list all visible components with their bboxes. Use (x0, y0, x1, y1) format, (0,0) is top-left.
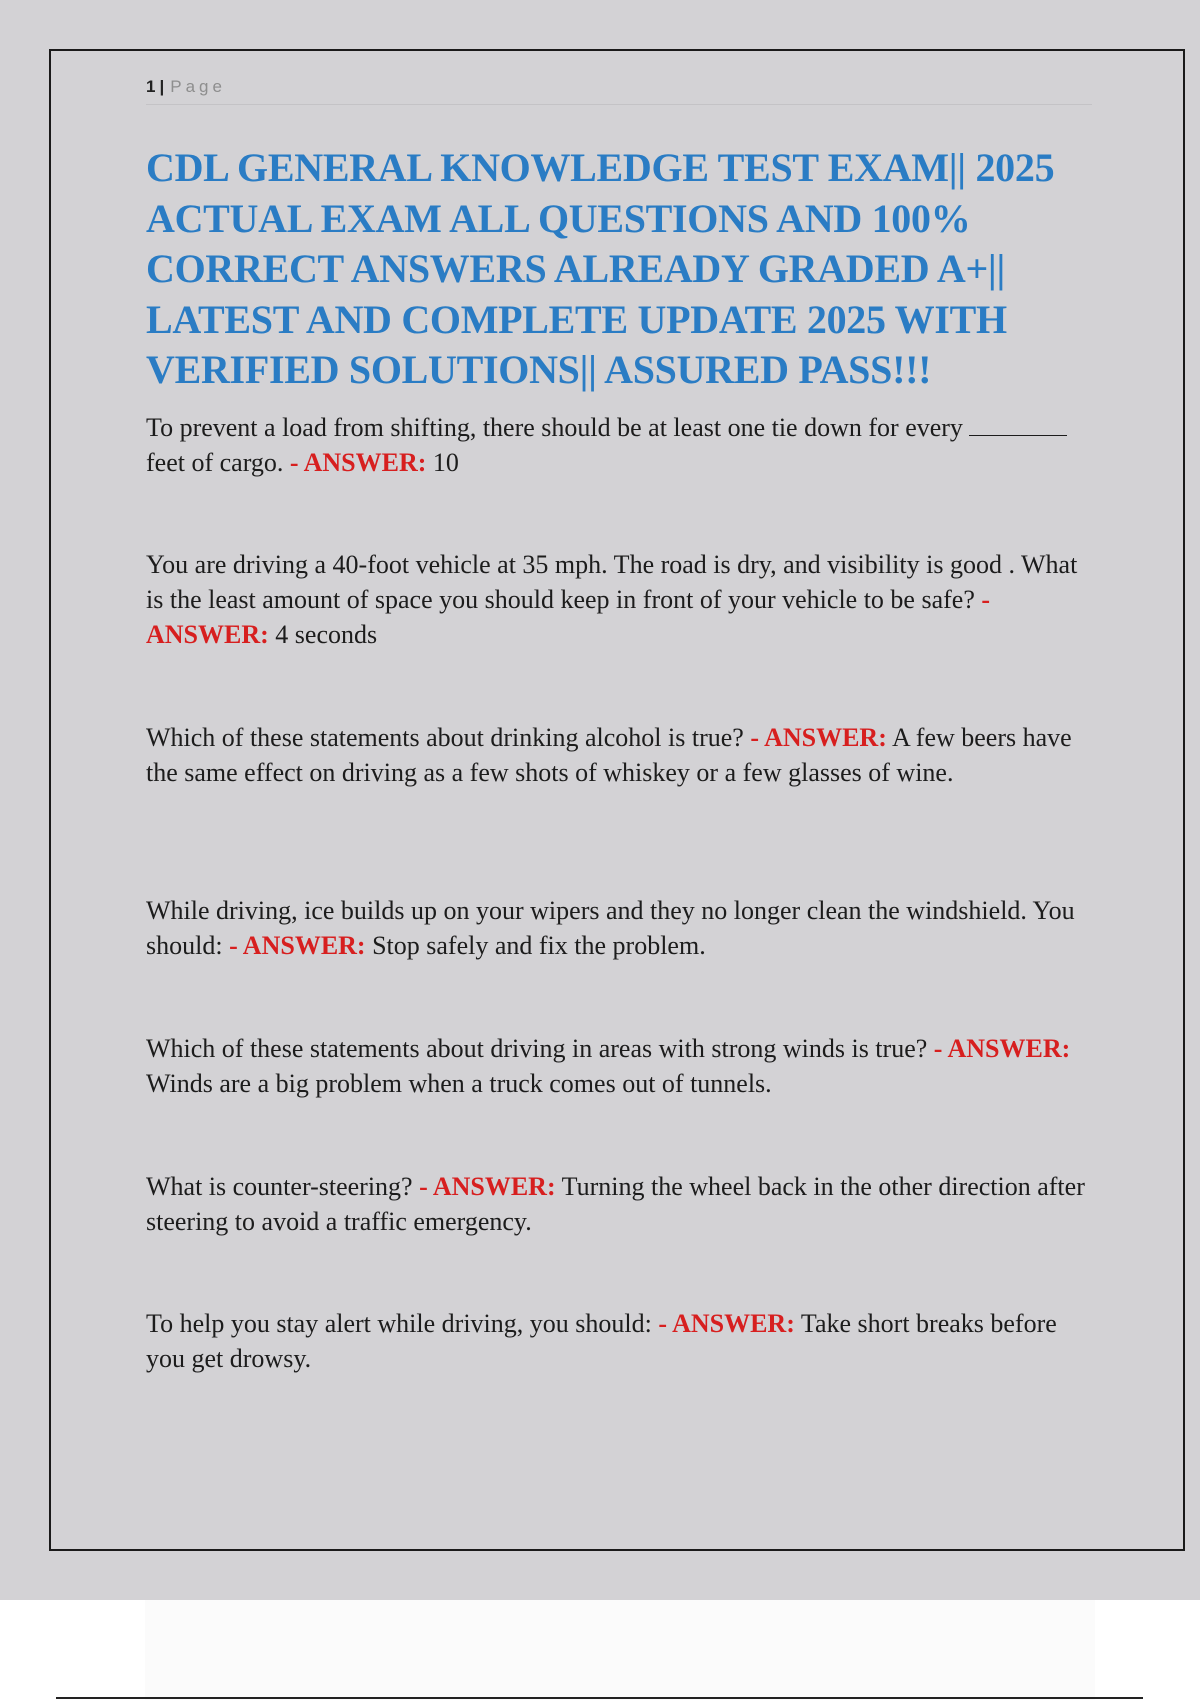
next-page-strip (145, 1600, 1095, 1700)
answer-label: - ANSWER: (146, 585, 991, 649)
answer-text: Winds are a big problem when a truck comes out of tunnels. (146, 1069, 772, 1098)
page-header (146, 72, 1092, 105)
question-text: What is counter-steering? (146, 1172, 413, 1201)
answer-label: - ANSWER: (658, 1309, 795, 1338)
qa-item (146, 1169, 1096, 1239)
answer-text: Turning the wheel back in the other direction after steering to avoid a traffic emergency. (146, 1172, 1085, 1236)
answer-label: - ANSWER: (750, 723, 887, 752)
question-text: Which of these statements about driving in areas with strong winds is true? (146, 1034, 928, 1063)
question-text: While driving, ice builds up on your wipers and they no longer clean the windshield. You should: (146, 896, 1075, 960)
qa-item (146, 720, 1096, 790)
document-title: CDL GENERAL KNOWLEDGE TEST EXAM|| 2025 ACTUAL EXAM ALL QUESTIONS AND 100% CORRECT ANSWERS ALREADY GRADED A+|| LATEST AND COMPLETE UPDATE 2025 WITH VERIFIED SOLUTIONS|| ASSURED PASS!!! (146, 145, 1055, 392)
answer-text: 10 (432, 448, 459, 477)
qa-item (146, 410, 1096, 480)
qa-item (146, 1031, 1096, 1101)
qa-item (146, 1306, 1096, 1376)
answer-text: 4 seconds (275, 620, 378, 649)
page-number: 1 (146, 77, 156, 96)
question-text: feet of cargo. (146, 448, 284, 477)
question-text: To prevent a load from shifting, there should be at least one tie down for every (146, 413, 963, 442)
answer-text: A few beers have the same effect on driving as a few shots of whiskey or a few glasses of wine. (146, 723, 1072, 787)
page-word: Page (170, 77, 226, 96)
question-text: To help you stay alert while driving, you should: (146, 1309, 652, 1338)
fill-in-blank (969, 413, 1067, 436)
answer-label: - ANSWER: (289, 448, 427, 477)
bottom-rule (56, 1697, 1143, 1699)
page-separator: | (159, 77, 165, 96)
qa-item (146, 547, 1096, 652)
question-text: You are driving a 40-foot vehicle at 35 mph. The road is dry, and visibility is good . What is the least amount of space you should keep in front of your vehicle to be safe? (146, 550, 1078, 614)
answer-text: Stop safely and fix the problem. (372, 931, 706, 960)
answer-label: - ANSWER: (229, 931, 366, 960)
question-text: Which of these statements about drinking alcohol is true? (146, 723, 744, 752)
qa-item (146, 893, 1096, 963)
answer-label: - ANSWER: (419, 1172, 556, 1201)
answer-label: - ANSWER: (933, 1034, 1071, 1063)
answer-text: Take short breaks before you get drowsy. (146, 1309, 1057, 1373)
